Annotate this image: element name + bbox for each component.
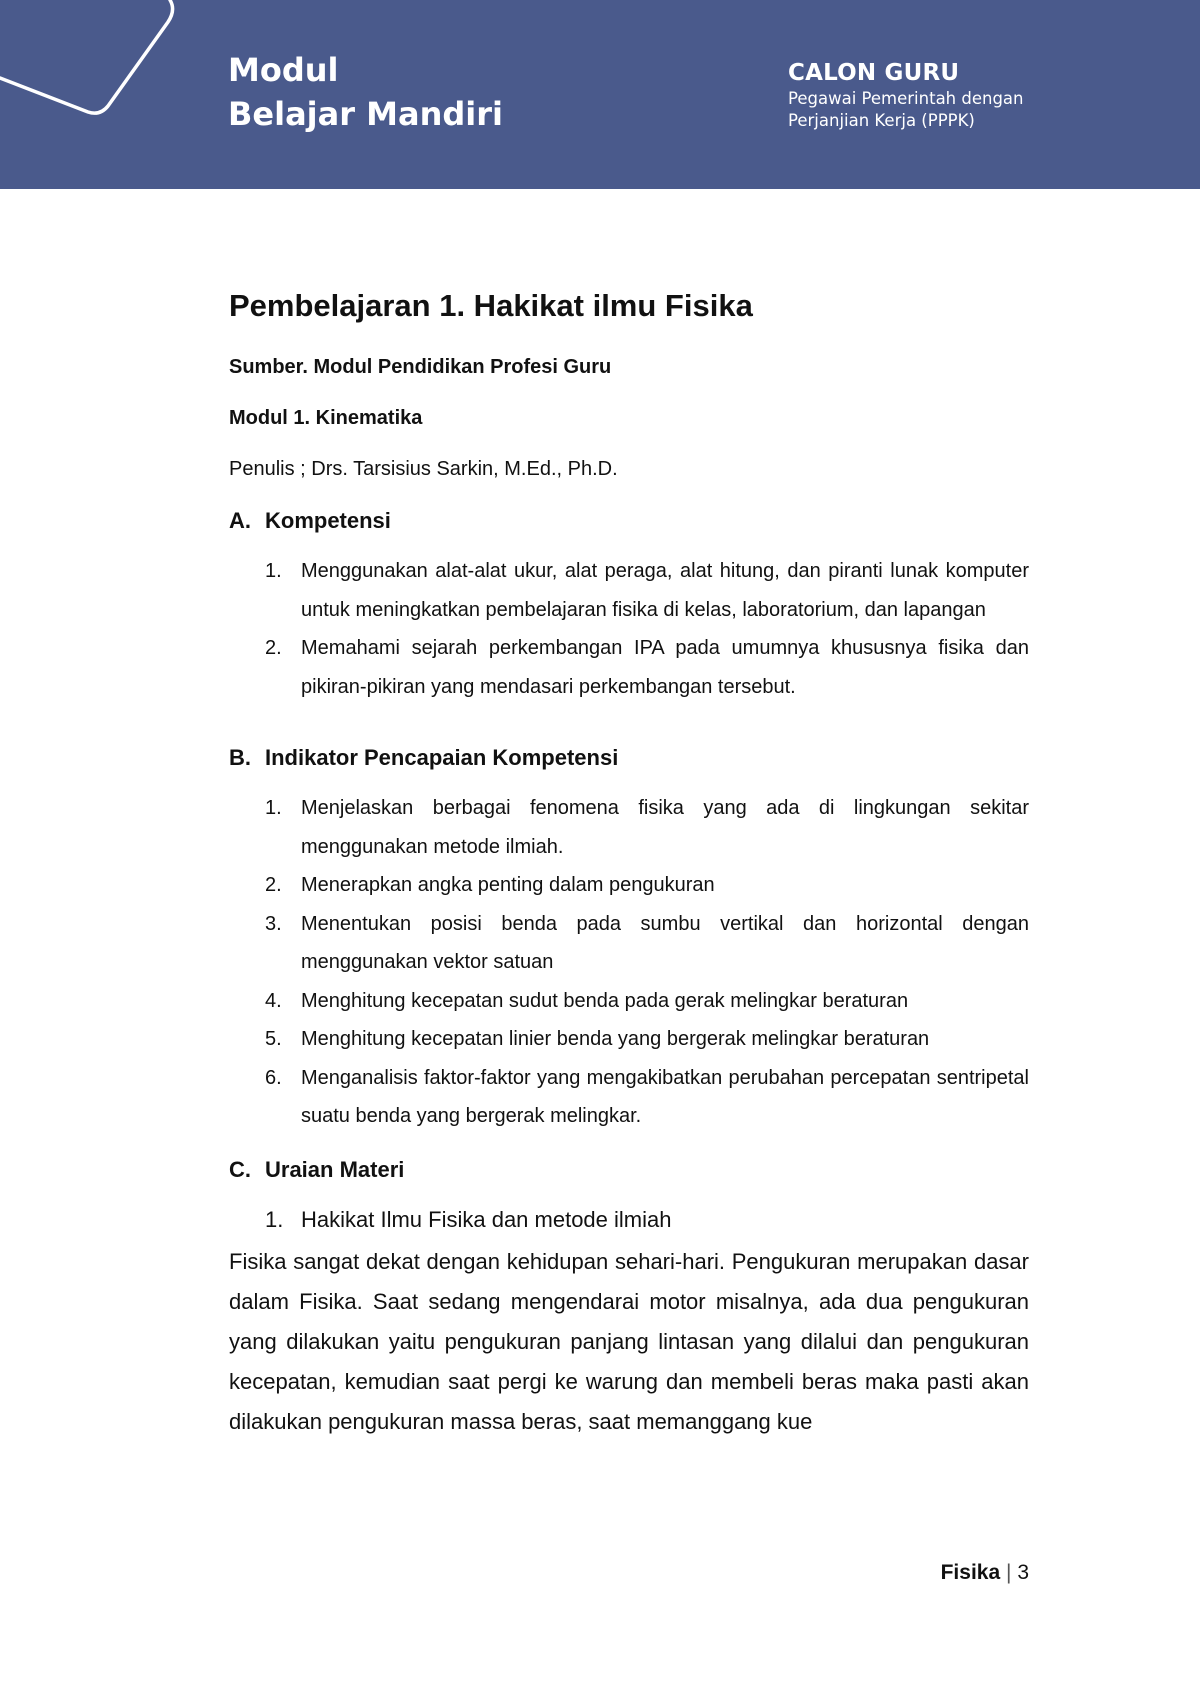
decorative-outline-shape [0,0,200,130]
list-item-text: Menjelaskan berbagai fenomena fisika yang ada di lingkungan sekitar menggunakan metode ilmiah. [301,797,1029,858]
list-item [229,1059,1029,1136]
section-b-title: Indikator Pencapaian Kompetensi [265,745,619,770]
list-item [229,552,1029,629]
header-banner [0,0,1200,189]
list-number: 3. [265,912,282,935]
list-item-text: Menghitung kecepatan linier benda yang bergerak melingkar beraturan [301,1028,930,1050]
list-number: 6. [265,1066,282,1089]
section-c-heading [229,1154,1029,1186]
source-line: Sumber. Modul Pendidikan Profesi Guru [229,356,612,378]
list-number: 4. [265,989,282,1012]
list-item-text: Menerapkan angka penting dalam pengukuran [301,874,715,896]
list-number: 5. [265,1028,282,1050]
page-footer [941,1558,1029,1588]
list-item [229,629,1029,706]
list-item [229,1020,1029,1059]
list-number: 1. [265,560,282,582]
footer-separator: | [1006,1561,1012,1584]
footer-subject: Fisika [940,1561,1001,1584]
list-item [229,905,1029,982]
competency-list [229,552,1029,706]
list-number: 1. [265,797,282,819]
module-title-line1: Modul [228,51,339,89]
list-item-text: Memahami sejarah perkembangan IPA pada umumnya khususnya fisika dan pikiran-pikiran yang mendasari perkembangan tersebut. [301,637,1029,698]
author-line: Penulis ; Drs. Tarsisius Sarkin, M.Ed., Ph.D. [229,458,618,480]
subsection-title: Hakikat Ilmu Fisika dan metode ilmiah [301,1206,672,1232]
pppk-line2: Perjanjian Kerja (PPPK) [788,111,975,130]
body-paragraph: Fisika sangat dekat dengan kehidupan sehari-hari. Pengukuran merupakan dasar dalam Fisika. Saat sedang mengendarai motor misalnya, ada dua pengukuran yang dilakukan yaitu pengukuran panjang lintasan yang dilalui dan pengukuran kecepatan, kemudian saat pergi ke warung dan membeli beras maka pasti akan dilakukan pengukuran massa beras, saat memanggang kue [229,1248,1029,1434]
section-a-heading [229,505,1029,537]
subsection-heading [229,1204,1029,1236]
indicator-list [229,789,1029,1136]
list-item-text: Menggunakan alat-alat ukur, alat peraga, alat hitung, dan piranti lunak komputer untuk meningkatkan pembelajaran fisika di kelas, laboratorium, dan lapangan [301,560,1029,621]
subsection-number: 1. [265,1206,284,1232]
page-title: Pembelajaran 1. Hakikat ilmu Fisika [229,288,753,323]
list-number: 2. [265,637,282,659]
module-title-line2: Belajar Mandiri [228,95,503,133]
list-item-text: Menganalisis faktor-faktor yang mengakibatkan perubahan percepatan sentripetal suatu benda yang bergerak melingkar. [301,1066,1029,1127]
header-subtitle-block [788,58,1024,132]
calon-guru-label: CALON GURU [788,60,960,86]
list-item [229,789,1029,866]
list-number: 2. [265,874,282,896]
page-number: 3 [1017,1561,1029,1584]
pppk-line1: Pegawai Pemerintah dengan [788,89,1024,108]
section-c-title: Uraian Materi [265,1156,405,1182]
page-content [229,280,1029,1442]
list-item-text: Menghitung kecepatan sudut benda pada gerak melingkar beraturan [301,989,909,1012]
list-item [229,866,1029,905]
section-a-title: Kompetensi [265,508,391,533]
section-c-letter: C. [229,1156,251,1182]
section-b-letter: B. [229,745,251,770]
section-a-letter: A. [229,508,251,533]
list-item-text: Menentukan posisi benda pada sumbu vertikal dan horizontal dengan menggunakan vektor satuan [301,912,1029,973]
module-line: Modul 1. Kinematika [229,407,423,429]
list-item [229,982,1029,1021]
section-b-heading [229,742,1029,774]
module-title [228,48,503,136]
